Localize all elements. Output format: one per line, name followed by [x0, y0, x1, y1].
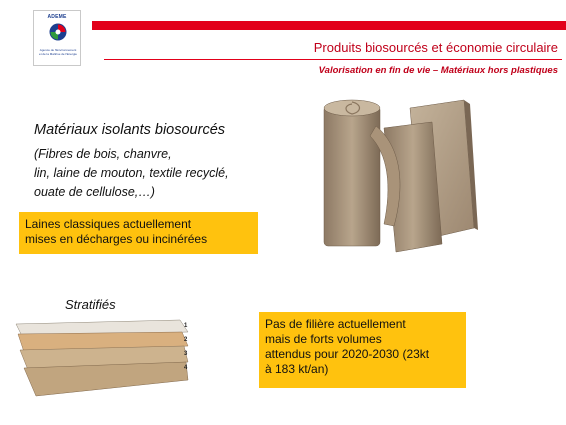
laminates-note-line: Pas de filière actuellement: [265, 317, 406, 331]
insulation-note-box: [19, 212, 258, 254]
logo-tagline: Agence de l'Environnement et de la Maîtrise de l'Energie: [39, 48, 77, 56]
insulation-heading: Matériaux isolants biosourcés: [34, 122, 226, 138]
laminates-heading: Stratifiés: [65, 297, 116, 312]
title-divider: [104, 59, 562, 60]
page-subtitle: Valorisation en fin de vie – Matériaux hors plastiques: [318, 65, 558, 76]
insulation-detail-line: (Fibres de bois, chanvre,: [34, 147, 172, 161]
insulation-rolls-image: [318, 96, 478, 256]
laminate-layers-image: [12, 314, 192, 400]
laminates-note-line: à 183 kt/an): [265, 362, 329, 376]
insulation-detail-line: lin, laine de mouton, textile recyclé,: [34, 166, 229, 180]
ademe-logo: [33, 10, 81, 66]
logo-brand: ADEME: [47, 14, 67, 20]
layer-number: 1: [184, 323, 188, 329]
insulation-note-line: Laines classiques actuellement: [25, 217, 192, 231]
insulation-detail-line: ouate de cellulose,…): [34, 185, 155, 199]
page-title: Produits biosourcés et économie circulaire: [313, 40, 558, 55]
insulation-details: [34, 145, 229, 202]
laminates-note-box: [259, 312, 466, 388]
layer-number: 3: [184, 351, 188, 357]
laminates-note-line: mais de forts volumes: [265, 332, 382, 346]
laminates-note-line: attendus pour 2020-2030 (23kt: [265, 347, 430, 361]
ademe-emblem-icon: [49, 23, 67, 41]
insulation-note-line: mises en décharges ou incinérées: [25, 232, 208, 246]
layer-number: 4: [184, 365, 188, 371]
header-red-band: [92, 21, 566, 30]
layer-number: 2: [184, 337, 188, 343]
